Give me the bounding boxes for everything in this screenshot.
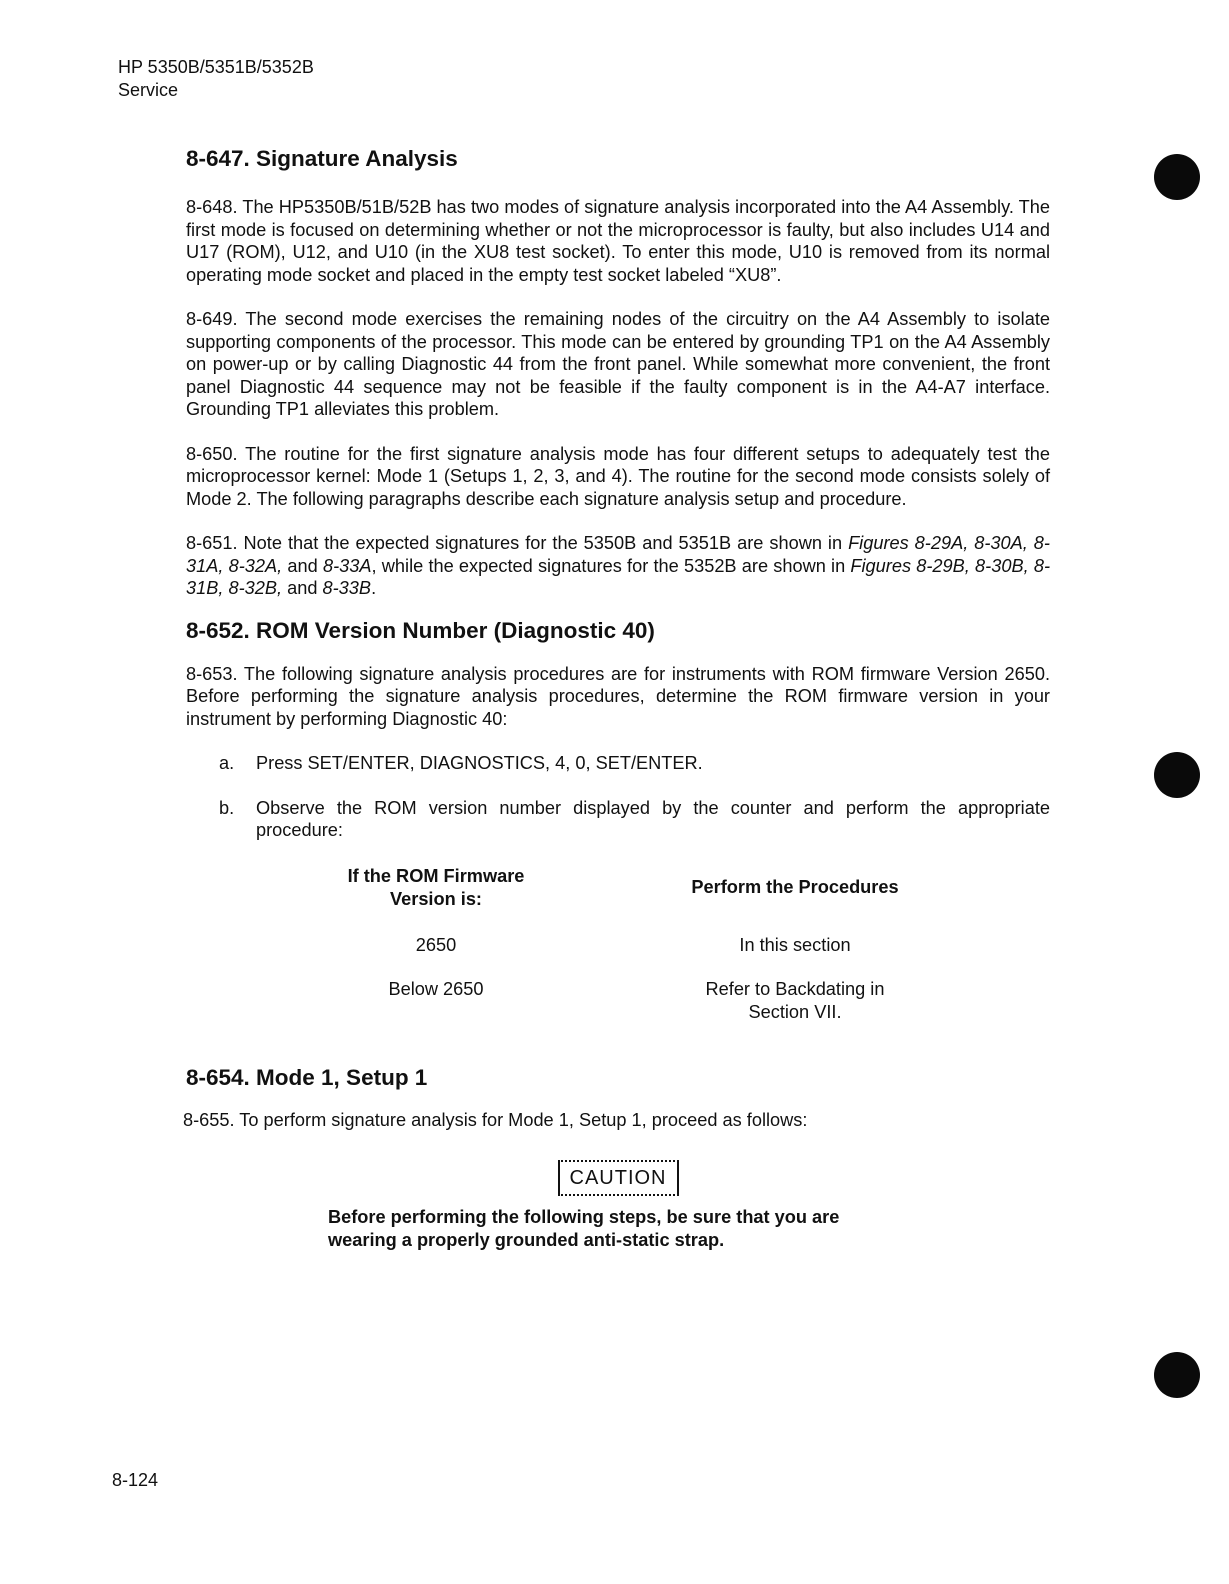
table-cell-procedure-line1: Refer to Backdating in xyxy=(705,979,885,999)
table-row xyxy=(298,912,1016,957)
heading-8-647: 8-647. Signature Analysis xyxy=(186,146,458,171)
table-header-version-line2: Version is: xyxy=(390,888,482,909)
page-number: 8-124 xyxy=(112,1470,159,1490)
table-cell-procedure xyxy=(574,912,1016,957)
caution-label: CAUTION xyxy=(558,1160,679,1196)
paragraph-8-651 xyxy=(186,532,1050,600)
page-content xyxy=(183,144,1051,1252)
figure-ref-a-list: Figures 8-29A, 8-30A, 8-31A, 8-32A, xyxy=(186,533,1050,576)
text-8-651-part3: , while the expected signatures for the 5352B are shown in xyxy=(371,555,851,576)
table-cell-version: 2650 xyxy=(415,934,457,955)
procedure-steps xyxy=(219,752,1050,842)
table-row xyxy=(298,956,1016,1023)
caution-text: Before performing the following steps, be sure that you are wearing a properly grounded anti-static strap. xyxy=(328,1206,840,1250)
binder-hole-middle xyxy=(1154,752,1200,798)
table-cell-version: Below 2650 xyxy=(388,979,484,999)
paragraph-8-649: 8-649. The second mode exercises the remaining nodes of the circuitry on the A4 Assembly to isolate supporting components of the processor. This mode can be entered by grounding TP1 on the A4 Assembly on power-up or by calling Diagnostic 44 from the front panel. While somewhat more convenient, the front panel Diagnostic 44 sequence may not be feasible if the faulty component is in the A4-A7 interface. Grounding TP1 alleviates this problem. xyxy=(186,309,1050,419)
text-8-651-part4: and xyxy=(282,578,323,598)
table-cell-procedure-line2: Section VII. xyxy=(748,1001,842,1022)
running-header xyxy=(118,56,314,102)
step-a xyxy=(219,752,1050,775)
caution-label-wrap xyxy=(186,1160,1050,1196)
rom-version-table xyxy=(298,864,1016,1024)
step-a-text: Press SET/ENTER, DIAGNOSTICS, 4, 0, SET/ENTER. xyxy=(256,753,703,773)
heading-8-654: 8-654. Mode 1, Setup 1 xyxy=(186,1065,428,1090)
table-header-version-line1: If the ROM Firmware xyxy=(347,866,525,886)
step-a-label: a. xyxy=(219,753,235,773)
header-model: HP 5350B/5351B/5352B xyxy=(118,57,314,77)
text-8-651-part1: 8-651. Note that the expected signatures for the 5350B and 5351B are shown in xyxy=(186,533,849,553)
binder-hole-top xyxy=(1154,154,1200,200)
step-b xyxy=(219,797,1050,842)
figure-ref-8-33a: 8-33A xyxy=(322,555,372,576)
table-header-procedure: Perform the Procedures xyxy=(691,877,899,898)
binder-hole-bottom xyxy=(1154,1352,1200,1398)
paragraph-8-655: 8-655. To perform signature analysis for Mode 1, Setup 1, proceed as follows: xyxy=(183,1110,808,1130)
text-8-651-part5: . xyxy=(371,578,377,598)
step-b-text: Observe the ROM version number displayed by the counter and perform the appropriate procedure: xyxy=(256,797,1050,840)
figure-ref-b-list: Figures 8-29B, 8-30B, 8-31B, 8-32B, xyxy=(186,555,1051,598)
paragraph-8-650: 8-650. The routine for the first signature analysis mode has four different setups to adequately test the microprocessor kernel: Mode 1 (Setups 1, 2, 3, and 4). The routine for the second mode consists solely of Mode 2. The following paragraphs describe each signature analysis setup and procedure. xyxy=(186,443,1050,509)
table-cell-procedure-line1: In this section xyxy=(739,934,851,955)
text-8-651-part2: and xyxy=(282,555,323,576)
header-section: Service xyxy=(118,80,179,100)
paragraph-8-653: 8-653. The following signature analysis procedures are for instruments with ROM firmware Version 2650. Before performing the signature analysis procedures, determine the ROM firmware version in your instrument by performing Diagnostic 40: xyxy=(186,663,1050,729)
heading-8-652: 8-652. ROM Version Number (Diagnostic 40) xyxy=(186,617,655,643)
table-header-row xyxy=(298,864,1016,912)
step-b-label: b. xyxy=(219,797,235,818)
table-cell-procedure xyxy=(574,956,1016,1023)
figure-ref-8-33b: 8-33B xyxy=(322,578,372,598)
table-header-version xyxy=(298,864,574,912)
paragraph-8-648: 8-648. The HP5350B/51B/52B has two modes of signature analysis incorporated into the A4 Assembly. The first mode is focused on determining whether or not the microprocessor is faulty, but also includes U14 and U17 (ROM), U12, and U10 (in the XU8 test socket). To enter this mode, U10 is removed from its normal operating mode socket and placed in the empty test socket labeled “XU8”. xyxy=(186,197,1050,285)
